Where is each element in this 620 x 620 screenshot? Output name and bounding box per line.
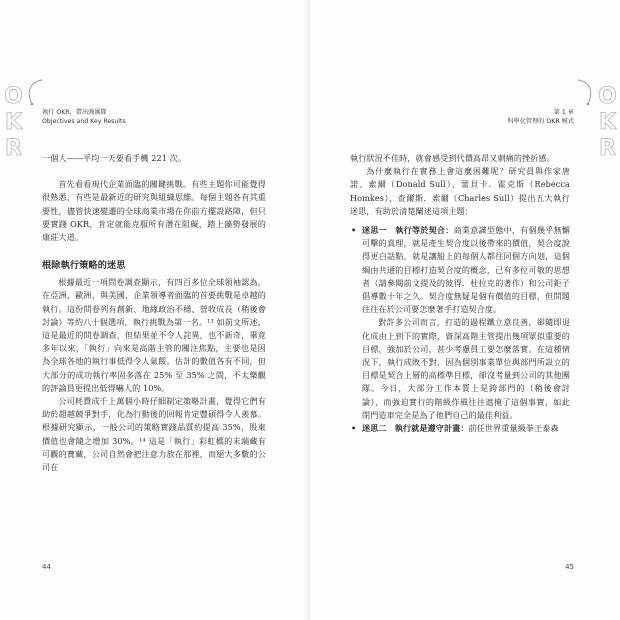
right-page xyxy=(310,0,620,620)
page-number-right: 45 xyxy=(565,563,574,571)
decorative-arc-icon xyxy=(576,78,598,106)
running-head-left xyxy=(42,109,126,126)
page-number-left: 44 xyxy=(42,563,51,571)
paragraph: 根據最近一項問卷調查顯示，有四百多位全球領袖認為，在亞洲、歐洲、與美國，企業領導者面臨的首要挑戰是卓越的執行。這份問卷列有創新、地緣政治不穩、營收成長（稍後會討論）等約八十個選項，執行挑戰為第一名。¹³ 如前文所述，這是最近的問卷調查，但結果並不令人詫異，也不新奇，畢竟多年以來，「執行」向來是高階主管的關注焦點，主要也是因為全球各地的執行事低得令人氣餒。估計的數值各有不同，但大部分的成功執行率固多落在 25% 至 35% 之間，不太樂觀的評論員更提出低得嚇人的 10%。 xyxy=(42,277,266,393)
list-item xyxy=(350,422,570,435)
paragraph: 一個人——平均一天要看手機 221 次。 xyxy=(42,153,187,163)
chapter-label: 第 1 章 xyxy=(553,109,574,116)
paragraph: 首先看看現代企業面臨的關鍵挑戰。有些主題你可能覺得很熟悉，有些是最新近的研究與組織思維。每個主題各有其重要性，儘管快速變遷的全球商業市場在你前方擺設路障，但只要實踐 OKR，肯定就能克服所有潛在阻礙，踏上藻勢發展的康莊大道。 xyxy=(42,179,266,243)
chapter-title: 科學化管理的 OKR 模式 xyxy=(507,117,574,125)
myth-text: 前任世界重量級拳王泰森 xyxy=(468,423,559,434)
decorative-arc-icon xyxy=(22,78,44,106)
paragraph: 執行狀況不佳時，就會感受到代價高昂又刺痛的挫折感。 xyxy=(350,153,555,163)
running-head-right xyxy=(507,109,574,126)
right-body-text xyxy=(350,152,570,435)
paragraph: 公司耗費成千上萬個小時仔細制定策略計畫，覺得它們有助於超越競爭對手，化為行動後的回報肯定豐碩得令人羨慕。根據研究顯示，一般公司的策略實踐品質約提高 35%，股東價值也會隨之增加 30%。¹⁴ 這是「執行」彩虹橋的末端藏有可觀的寶藏，公司自然會把注意力放在那裡，而絕大多數的公司在 xyxy=(42,396,266,473)
book-subtitle: Objectives and Key Results xyxy=(42,117,126,125)
myth-followup: 對許多公司而言，打造的過程鐵立意良善，卻隨即退化成由上到下的實際，資深高階主管提出幾項眾似重要的目標，強加於公司，甚少考慮員工要怎麼落實。在這種情況下，執行成敗不對，因為個別事業單位與部門所設立的目標是契合上層的高標準目標，卻沒考量到公司的其他團隊。今日，大部分工作本質上是跨部門的（稍後會討論），而強迫實行的階級作風往往遮掩了這個事實，如此閉門造車完全是為了他們自己的最佳利益。 xyxy=(362,317,570,420)
myth-title: 迷思二 執行就是遵守計畫： xyxy=(362,423,469,434)
section-heading: 根除執行策略的迷思 xyxy=(42,260,126,272)
myths-list xyxy=(350,224,570,435)
myth-text: 商業意識型態中，有個幾乎無懈可擊的真理，就是產生契合度以後帶來的價值，契合度說得更白話點，就是讓船上的每個人都往同個方向划，這個綱由共通的目標打造契合度的概念，已有多位可敬的思想者（請參閱前文提及的彼得．杜拉克的著作）和公司鉅子倡導數十年之久。契合度無疑是個有價值的目標，但問題往往在於公司要怎麼著手打造契合度。 xyxy=(362,225,570,315)
paragraph: 為什麼執行在實務上會這麼困難呢？研究員與作家唐諾、索爾（Donald Sull）、蕾貝卡．霍克斯（Rebecca Homkes）、查爾斯．索爾（Charles Sull）提出五大執行迷思，有助於清楚闡述這項主題： xyxy=(350,166,570,216)
list-item xyxy=(350,224,570,422)
myth-title: 迷思一 執行等於契合： xyxy=(362,225,454,236)
okr-watermark: OKR xyxy=(595,84,620,162)
left-body-text xyxy=(42,152,266,474)
okr-watermark: OKR xyxy=(1,84,26,162)
book-title: 執行 OKR，帶出強團隊 xyxy=(42,109,107,116)
